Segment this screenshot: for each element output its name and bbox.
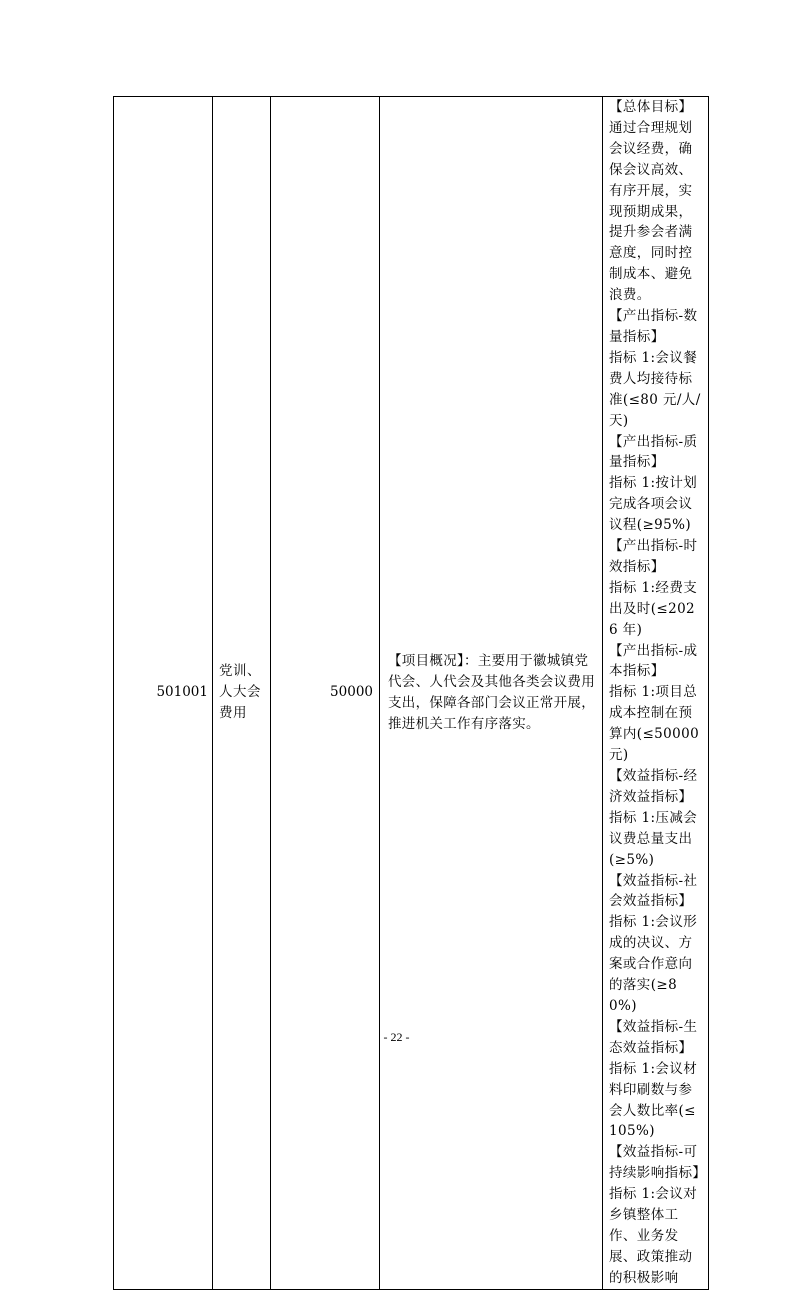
target-line: 指标 1:压减会议费总量支出(≥5%) (609, 809, 698, 868)
target-line: 【产出指标-时效指标】 (609, 538, 698, 575)
target-line: 【产出指标-成本指标】 (609, 642, 698, 680)
target-line: 指标 1:经费支出及时(≤2026 年) (609, 579, 698, 638)
performance-targets-cell (603, 97, 709, 1290)
target-line: 指标 1:会议材料印刷数与参会人数比率(≤105%) (609, 1060, 698, 1140)
target-line: 指标 1:会议对乡镇整体工作、业务发展、政策推动的积极影响 (609, 1186, 698, 1286)
target-line: 指标 1:项目总成本控制在预算内(≤50000元) (609, 684, 700, 764)
table-row (114, 97, 709, 1290)
description-cell (380, 97, 603, 1290)
amount-cell (271, 97, 380, 1290)
target-line: 指标 1:会议餐费人均接待标准(≤80 元/人/天) (609, 349, 701, 429)
target-line: 【产出指标-质量指标】 (609, 433, 698, 471)
project-name-cell (213, 97, 271, 1290)
target-line: 指标 1:会议形成的决议、方案或合作意向的落实(≥80%) (609, 914, 698, 1014)
target-line: 【效益指标-社会效益指标】 (609, 872, 698, 910)
project-code-cell (114, 97, 213, 1290)
target-line: 指标 1:按计划完成各项会议议程(≥95%) (609, 475, 698, 534)
target-line: 【效益指标-可持续影响指标】 (609, 1144, 707, 1182)
target-line: 【效益指标-生态效益指标】 (609, 1018, 698, 1056)
project-code: 501001 (156, 684, 208, 701)
target-line: 【总体目标】 (609, 99, 693, 115)
budget-table (113, 96, 709, 1290)
project-amount: 50000 (330, 684, 373, 701)
target-line: 通过合理规划会议经费，确保会议高效、有序开展，实现预期成果，提升参会者满意度，同时控制成本、避免浪费。 (609, 119, 693, 304)
project-description: 【项目概况】：主要用于徽城镇党代会、人代会及其他各类会议费用支出，保障各部门会议正常开展，推进机关工作有序落实。 (388, 653, 595, 732)
page-number: - 22 - (383, 1030, 410, 1044)
project-name: 党训、人大会费用 (219, 663, 261, 722)
target-line: 【效益指标-经济效益指标】 (609, 768, 698, 805)
target-line: 【产出指标-数量指标】 (609, 308, 698, 345)
